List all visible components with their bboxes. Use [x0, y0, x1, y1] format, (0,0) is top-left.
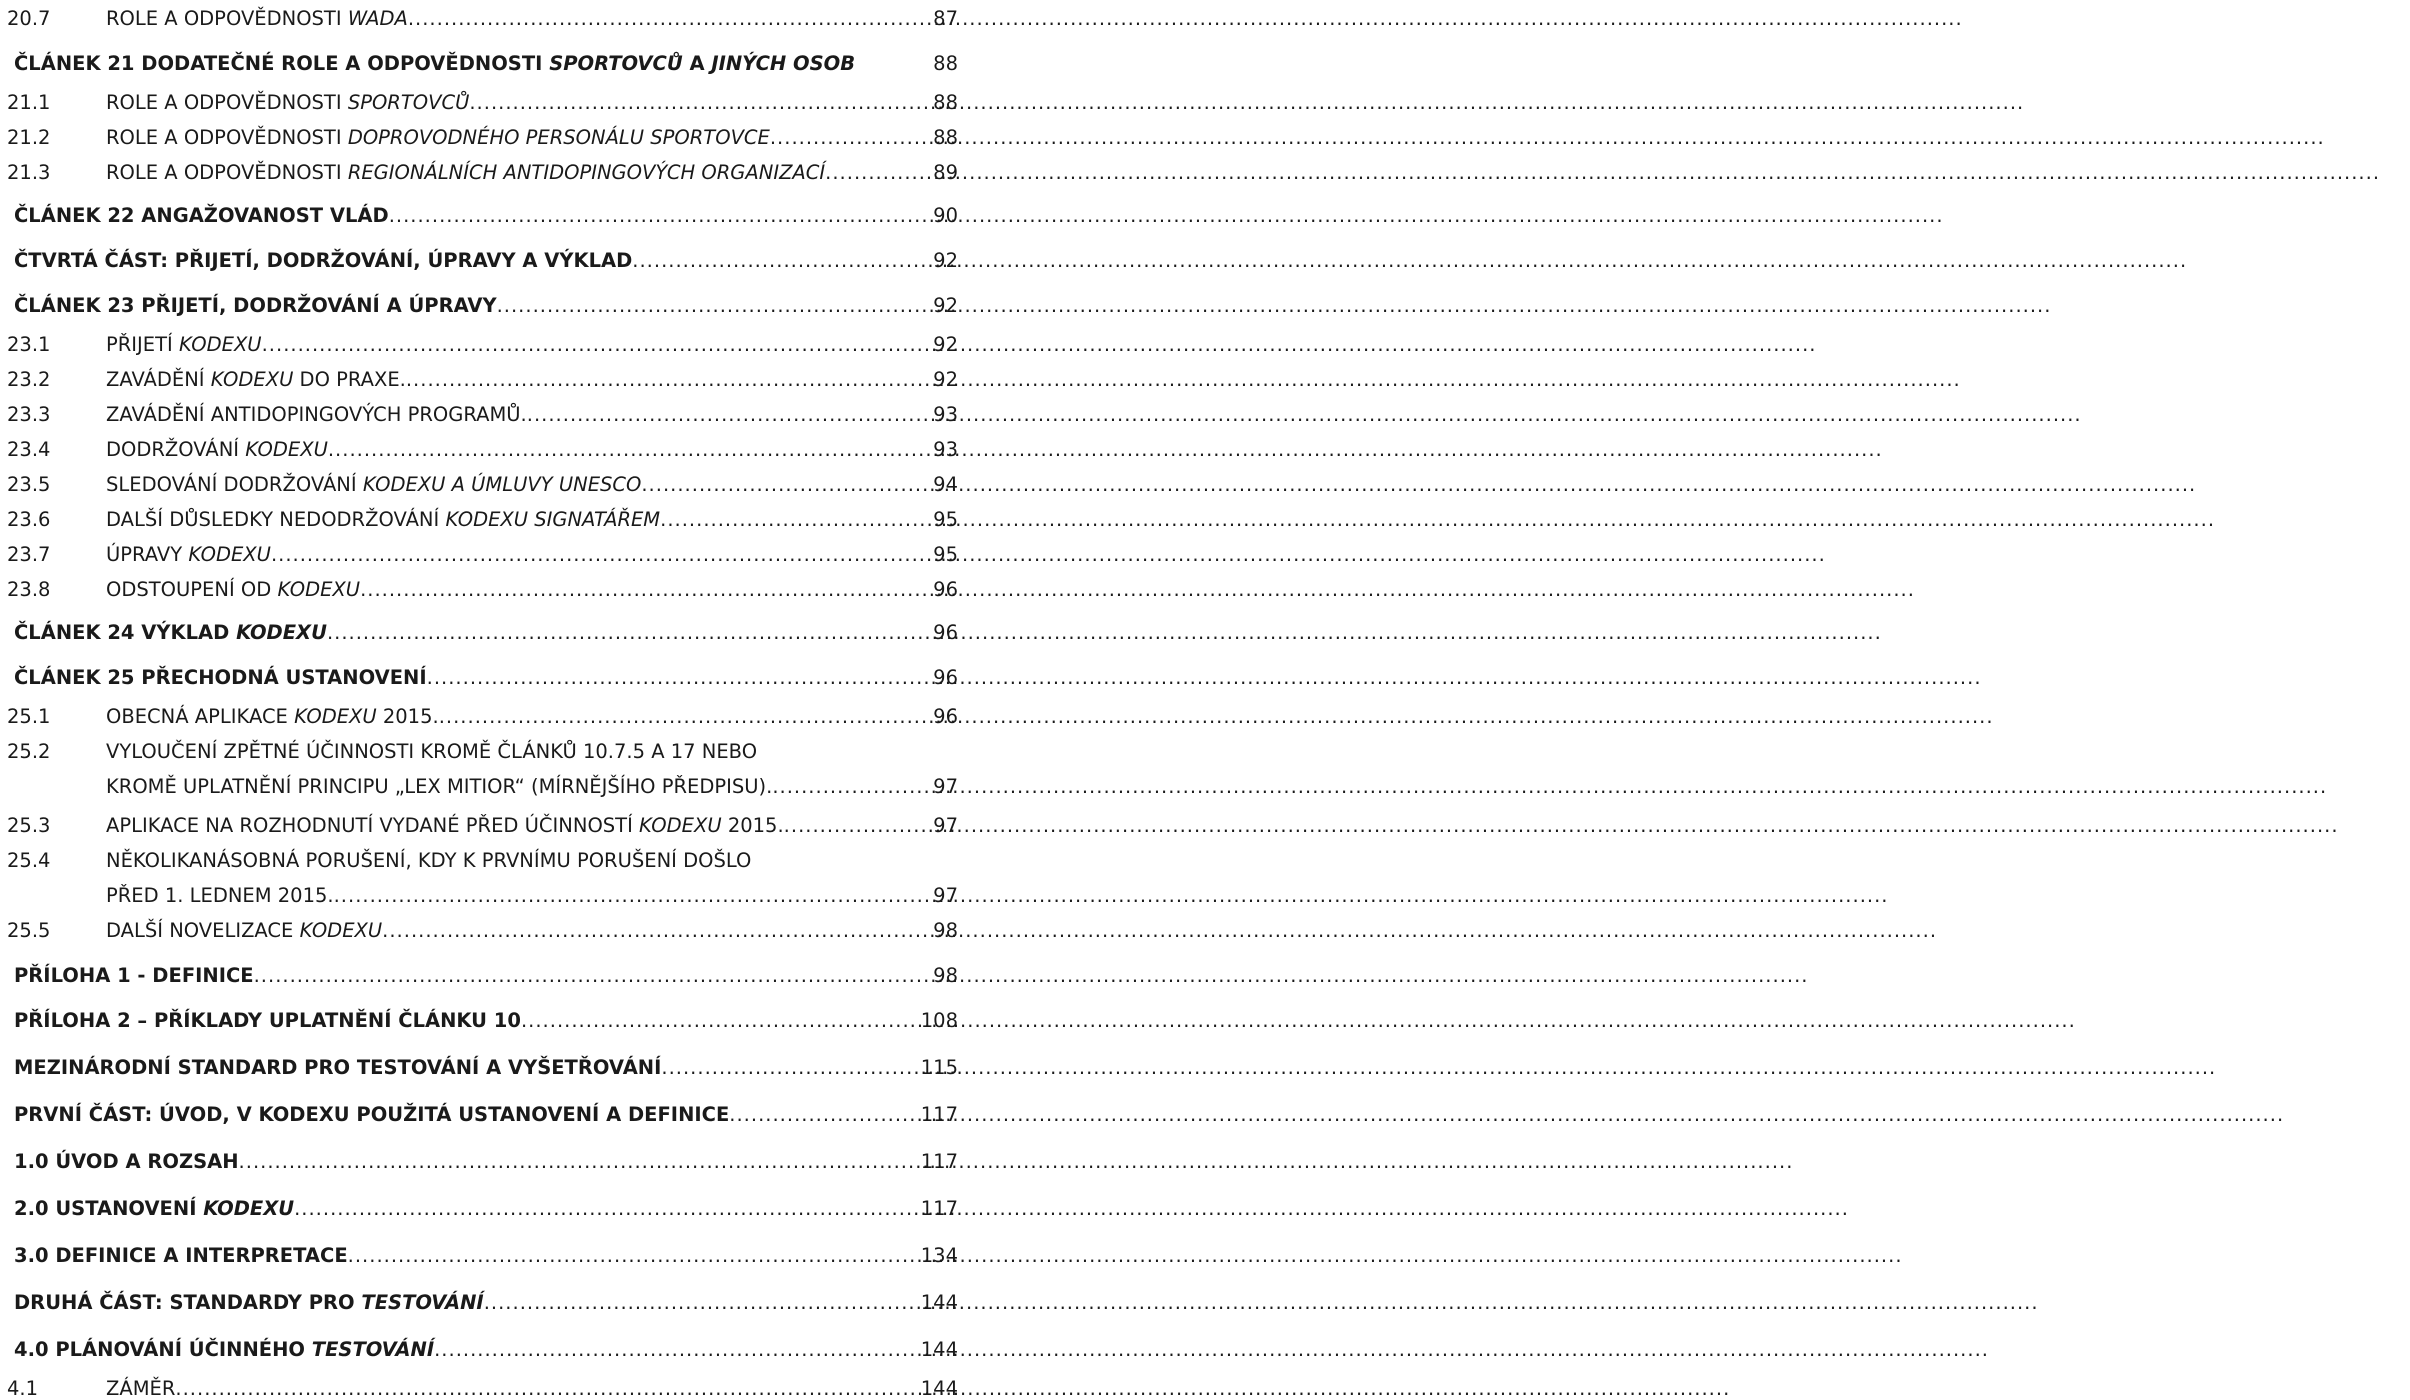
- toc-entry-title: [72, 474, 641, 496]
- toc-title-part: 3.0 DEFINICE A INTERPRETACE: [14, 1243, 348, 1267]
- toc-entry[interactable]: [0, 877, 958, 907]
- toc-title-part: PŘÍLOHA 2 – PŘÍKLADY UPLATNĚNÍ ČLÁNKU 10: [14, 1008, 521, 1032]
- toc-leader-dots: [389, 205, 930, 227]
- toc-title-part: DALŠÍ NOVELIZACE: [106, 918, 300, 942]
- toc-entry[interactable]: [0, 431, 958, 461]
- toc-entry-title: [72, 509, 660, 531]
- toc-entry[interactable]: [0, 614, 958, 644]
- toc-title-part: SPORTOVCŮ: [549, 51, 683, 75]
- toc-entry[interactable]: [0, 698, 958, 728]
- toc-title-part: PRVNÍ ČÁST: ÚVOD, V KODEXU POUŽITÁ USTANOVENÍ A DEFINICE: [14, 1102, 730, 1126]
- toc-leader-dots: [408, 8, 930, 30]
- toc-title-part: SPORTOVCŮ: [347, 90, 470, 114]
- toc-entry-title: [72, 741, 757, 763]
- toc-entry[interactable]: [0, 154, 958, 184]
- toc-title-part: NĚKOLIKANÁSOBNÁ PORUŠENÍ, KDY K PRVNÍMU PORUŠENÍ DOŠLO: [106, 848, 752, 872]
- toc-title-part: DODRŽOVÁNÍ: [106, 437, 246, 461]
- toc-entry-title: [72, 815, 784, 837]
- toc-title-part: ČLÁNEK 22 ANGAŽOVANOST VLÁD: [14, 203, 389, 227]
- toc-entry[interactable]: [0, 768, 958, 798]
- toc-leader-dots: [439, 706, 930, 728]
- toc-entry-title: [7, 1151, 239, 1173]
- toc-entry[interactable]: [0, 45, 958, 75]
- toc-leader-dots: [327, 622, 930, 644]
- toc-leader-dots: [632, 250, 930, 272]
- toc-title-part: KODEXU: [203, 1196, 295, 1220]
- toc-entry[interactable]: [0, 1237, 958, 1267]
- toc-title-part: KODEXU: [299, 918, 383, 942]
- toc-entry-title: [0, 885, 334, 907]
- toc-leader-dots: [294, 1198, 918, 1220]
- toc-entry-title: [7, 1339, 434, 1361]
- toc-entry[interactable]: [0, 197, 958, 227]
- toc-page-number: 87: [933, 6, 958, 30]
- toc-title-part: OBECNÁ APLIKACE: [106, 704, 295, 728]
- toc-entry-title: [7, 53, 855, 75]
- toc-title-part: APLIKACE NA ROZHODNUTÍ VYDANÉ PŘED ÚČINNOSTÍ: [106, 813, 640, 837]
- toc-entry[interactable]: [0, 807, 958, 837]
- toc-title-part: KODEXU SIGNATÁŘEM: [445, 507, 661, 531]
- toc-title-part: ČLÁNEK 24 VÝKLAD: [14, 620, 237, 644]
- toc-title-part: DO PRAXE.: [293, 367, 406, 391]
- toc-entry[interactable]: [0, 1331, 958, 1361]
- toc-entry-title: [7, 667, 427, 689]
- toc-title-part: ZÁMĚR: [106, 1376, 176, 1400]
- toc-title-part: A: [682, 51, 712, 75]
- toc-leader-dots: [784, 815, 931, 837]
- toc-entry-title: [7, 622, 327, 644]
- toc-leader-dots: [527, 404, 930, 426]
- toc-entry[interactable]: [0, 1096, 958, 1126]
- toc-title-part: PŘÍLOHA 1 - DEFINICE: [14, 963, 254, 987]
- toc-entry[interactable]: [0, 912, 958, 942]
- toc-entry-number: 21.2: [7, 125, 51, 149]
- toc-leader-dots: [770, 127, 930, 149]
- toc-page-number: 95: [933, 507, 958, 531]
- toc-entry[interactable]: [0, 466, 958, 496]
- toc-entry[interactable]: [0, 287, 958, 317]
- toc-leader-dots: [262, 334, 931, 356]
- toc-entry-title: [72, 439, 328, 461]
- toc-title-part: 2.0 USTANOVENÍ: [14, 1196, 204, 1220]
- toc-leader-dots: [348, 1245, 918, 1267]
- toc-title-part: DALŠÍ DŮSLEDKY NEDODRŽOVÁNÍ: [106, 507, 446, 531]
- toc-entry-title: [72, 127, 770, 149]
- toc-leader-dots: [729, 1104, 917, 1126]
- toc-title-part: KODEXU: [245, 437, 328, 461]
- toc-entry[interactable]: [0, 1370, 958, 1400]
- toc-leader-dots: [239, 1151, 918, 1173]
- toc-page-number: 144: [920, 1376, 958, 1400]
- toc-entry-number: 23.8: [7, 577, 51, 601]
- toc-entry-number: 23.3: [7, 402, 51, 426]
- toc-title-part: ROLE A ODPOVĚDNOSTI: [106, 90, 348, 114]
- toc-leader-dots: [175, 1378, 917, 1400]
- toc-page-number: 98: [933, 963, 958, 987]
- toc-title-part: KODEXU: [639, 813, 722, 837]
- toc-entry[interactable]: [0, 957, 958, 987]
- toc-entry[interactable]: [0, 84, 958, 114]
- toc-leader-dots: [521, 1010, 918, 1032]
- toc-entry-number: 25.2: [7, 739, 51, 763]
- toc-entry[interactable]: [0, 326, 958, 356]
- toc-title-part: WADA: [347, 6, 408, 30]
- toc-entry-number: 25.4: [7, 848, 51, 872]
- toc-title-part: JINÝCH OSOB: [711, 51, 856, 75]
- toc-leader-dots: [334, 885, 931, 907]
- toc-entry[interactable]: [0, 0, 958, 30]
- toc-title-part: TESTOVÁNÍ: [361, 1290, 484, 1314]
- toc-title-part: ZAVÁDĚNÍ: [106, 367, 211, 391]
- toc-title-part: DRUHÁ ČÁST: STANDARDY PRO: [14, 1290, 362, 1314]
- toc-entry-number: 23.7: [7, 542, 51, 566]
- toc-entry-title: [7, 1292, 484, 1314]
- toc-page-number: 96: [933, 620, 958, 644]
- toc-title-part: MEZINÁRODNÍ STANDARD PRO TESTOVÁNÍ A VYŠETŘOVÁNÍ: [14, 1055, 662, 1079]
- toc-title-part: PŘED 1. LEDNEM 2015.: [106, 883, 334, 907]
- toc-entry-number: 23.4: [7, 437, 51, 461]
- toc-entry-number: 25.1: [7, 704, 51, 728]
- toc-entry[interactable]: [0, 501, 958, 531]
- toc-page-number: 88: [933, 51, 958, 75]
- toc-entry-number: 21.3: [7, 160, 51, 184]
- toc-entry-title: [7, 1010, 521, 1032]
- toc-entry-number: 21.1: [7, 90, 51, 114]
- toc-entry[interactable]: [0, 1190, 958, 1220]
- toc-page-number: 93: [933, 437, 958, 461]
- toc-entry-number: 23.6: [7, 507, 51, 531]
- toc-leader-dots: [497, 295, 931, 317]
- toc-entry[interactable]: [0, 1049, 958, 1079]
- toc-entry-title: [7, 1198, 294, 1220]
- toc-leader-dots: [271, 544, 930, 566]
- toc-entry-number: 20.7: [7, 6, 51, 30]
- toc-page-number: 117: [920, 1149, 958, 1173]
- toc-page-number: 96: [933, 665, 958, 689]
- toc-entry-title: [72, 334, 262, 356]
- toc-entry-number: 23.1: [7, 332, 51, 356]
- toc-entry[interactable]: [0, 242, 958, 272]
- toc-entry[interactable]: [0, 659, 958, 689]
- toc-title-part: ZAVÁDĚNÍ ANTIDOPINGOVÝCH PROGRAMŮ.: [106, 402, 527, 426]
- toc-entry-number: 25.5: [7, 918, 51, 942]
- toc-entry[interactable]: [0, 396, 958, 426]
- toc-title-part: ČTVRTÁ ČÁST: PŘIJETÍ, DODRŽOVÁNÍ, ÚPRAVY A VÝKLAD: [14, 248, 633, 272]
- toc-title-part: KODEXU: [210, 367, 294, 391]
- toc-leader-dots: [641, 474, 930, 496]
- toc-page-number: 96: [933, 577, 958, 601]
- toc-page-number: 108: [920, 1008, 958, 1032]
- toc-title-part: 2015.: [376, 704, 439, 728]
- toc-page-number: 96: [933, 704, 958, 728]
- toc-page-number: 92: [933, 332, 958, 356]
- toc-entry-title: [7, 965, 254, 987]
- toc-page-number: 97: [933, 774, 958, 798]
- toc-entry[interactable]: [0, 361, 958, 391]
- toc-entry-title: [72, 369, 406, 391]
- toc-entry[interactable]: [0, 842, 958, 872]
- table-of-contents: [0, 0, 960, 1400]
- toc-title-part: KODEXU: [236, 620, 327, 644]
- toc-title-part: TESTOVÁNÍ: [311, 1337, 435, 1361]
- toc-page-number: 88: [933, 90, 958, 114]
- toc-page-number: 134: [920, 1243, 958, 1267]
- toc-title-part: ÚPRAVY: [106, 542, 189, 566]
- toc-title-part: 2015.: [721, 813, 784, 837]
- toc-leader-dots: [254, 965, 931, 987]
- toc-title-part: ROLE A ODPOVĚDNOSTI: [106, 160, 348, 184]
- toc-entry-title: [7, 295, 497, 317]
- toc-title-part: KROMĚ UPLATNĚNÍ PRINCIPU „LEX MITIOR“ (MÍRNĚJŠÍHO PŘEDPISU).: [106, 774, 773, 798]
- toc-title-part: REGIONÁLNÍCH ANTIDOPINGOVÝCH ORGANIZACÍ: [347, 160, 826, 184]
- toc-page-number: 144: [920, 1290, 958, 1314]
- toc-leader-dots: [382, 920, 930, 942]
- toc-title-part: DOPROVODNÉHO PERSONÁLU SPORTOVCE: [347, 125, 770, 149]
- toc-title-part: ČLÁNEK 21 DODATEČNÉ ROLE A ODPOVĚDNOSTI: [14, 51, 550, 75]
- toc-title-part: KODEXU: [179, 332, 262, 356]
- toc-title-part: KODEXU: [277, 577, 361, 601]
- toc-page-number: 98: [933, 918, 958, 942]
- toc-entry-title: [0, 776, 772, 798]
- toc-leader-dots: [661, 1057, 917, 1079]
- toc-page-number: 117: [920, 1102, 958, 1126]
- toc-title-part: KODEXU: [294, 704, 377, 728]
- toc-entry-title: [72, 544, 271, 566]
- toc-leader-dots: [469, 92, 930, 114]
- toc-title-part: 1.0 ÚVOD A ROZSAH: [14, 1149, 239, 1173]
- toc-entry-title: [7, 1245, 348, 1267]
- toc-entry[interactable]: [0, 571, 958, 601]
- toc-entry-number: 23.2: [7, 367, 51, 391]
- toc-page-number: 88: [933, 125, 958, 149]
- toc-leader-dots: [660, 509, 930, 531]
- toc-page-number: 95: [933, 542, 958, 566]
- toc-entry-title: [72, 8, 408, 30]
- toc-title-part: SLEDOVÁNÍ DODRŽOVÁNÍ: [106, 472, 363, 496]
- toc-title-part: KODEXU A ÚMLUVY UNESCO: [362, 472, 642, 496]
- toc-page-number: 97: [933, 883, 958, 907]
- toc-leader-dots: [406, 369, 930, 391]
- toc-entry-number: 23.5: [7, 472, 51, 496]
- toc-entry-title: [72, 706, 439, 728]
- toc-page-number: 117: [920, 1196, 958, 1220]
- toc-entry[interactable]: [0, 119, 958, 149]
- toc-page-number: 97: [933, 813, 958, 837]
- toc-entry-title: [72, 579, 360, 601]
- toc-leader-dots: [434, 1339, 918, 1361]
- toc-entry-title: [72, 850, 751, 872]
- toc-entry-number: 25.3: [7, 813, 51, 837]
- toc-page-number: 92: [933, 367, 958, 391]
- toc-entry-title: [7, 1104, 729, 1126]
- toc-entry-title: [7, 250, 632, 272]
- toc-page-number: 94: [933, 472, 958, 496]
- toc-leader-dots: [484, 1292, 918, 1314]
- toc-entry[interactable]: [0, 1284, 958, 1314]
- toc-entry-title: [72, 1378, 175, 1400]
- toc-title-part: ČLÁNEK 23 PŘIJETÍ, DODRŽOVÁNÍ A ÚPRAVY: [14, 293, 497, 317]
- toc-leader-dots: [427, 667, 931, 689]
- toc-entry-title: [72, 92, 469, 114]
- toc-title-part: 4.0 PLÁNOVÁNÍ ÚČINNÉHO: [14, 1337, 312, 1361]
- toc-entry-title: [7, 205, 389, 227]
- toc-page-number: 90: [933, 203, 958, 227]
- toc-entry-number: 4.1: [7, 1376, 39, 1400]
- toc-title-part: PŘIJETÍ: [106, 332, 179, 356]
- toc-leader-dots: [328, 439, 930, 461]
- toc-title-part: KODEXU: [188, 542, 271, 566]
- toc-page-number: 89: [933, 160, 958, 184]
- toc-leader-dots: [825, 162, 930, 184]
- toc-title-part: ROLE A ODPOVĚDNOSTI: [106, 125, 348, 149]
- toc-entry[interactable]: [0, 1002, 958, 1032]
- toc-entry[interactable]: [0, 536, 958, 566]
- toc-entry-title: [72, 404, 527, 426]
- toc-leader-dots: [772, 776, 930, 798]
- toc-title-part: ODSTOUPENÍ OD: [106, 577, 278, 601]
- toc-leader-dots: [360, 579, 930, 601]
- toc-entry[interactable]: [0, 1143, 958, 1173]
- toc-title-part: ROLE A ODPOVĚDNOSTI: [106, 6, 348, 30]
- toc-page-number: 144: [920, 1337, 958, 1361]
- toc-entry-title: [7, 1057, 661, 1079]
- toc-title-part: VYLOUČENÍ ZPĚTNÉ ÚČINNOSTI KROMĚ ČLÁNKŮ 10.7.5 A 17 NEBO: [106, 739, 758, 763]
- toc-entry-title: [72, 920, 382, 942]
- toc-page-number: 92: [933, 293, 958, 317]
- toc-entry-title: [72, 162, 825, 184]
- toc-page-number: 92: [933, 248, 958, 272]
- toc-title-part: ČLÁNEK 25 PŘECHODNÁ USTANOVENÍ: [14, 665, 427, 689]
- toc-page-number: 115: [920, 1055, 958, 1079]
- toc-entry[interactable]: [0, 733, 958, 763]
- toc-page-number: 93: [933, 402, 958, 426]
